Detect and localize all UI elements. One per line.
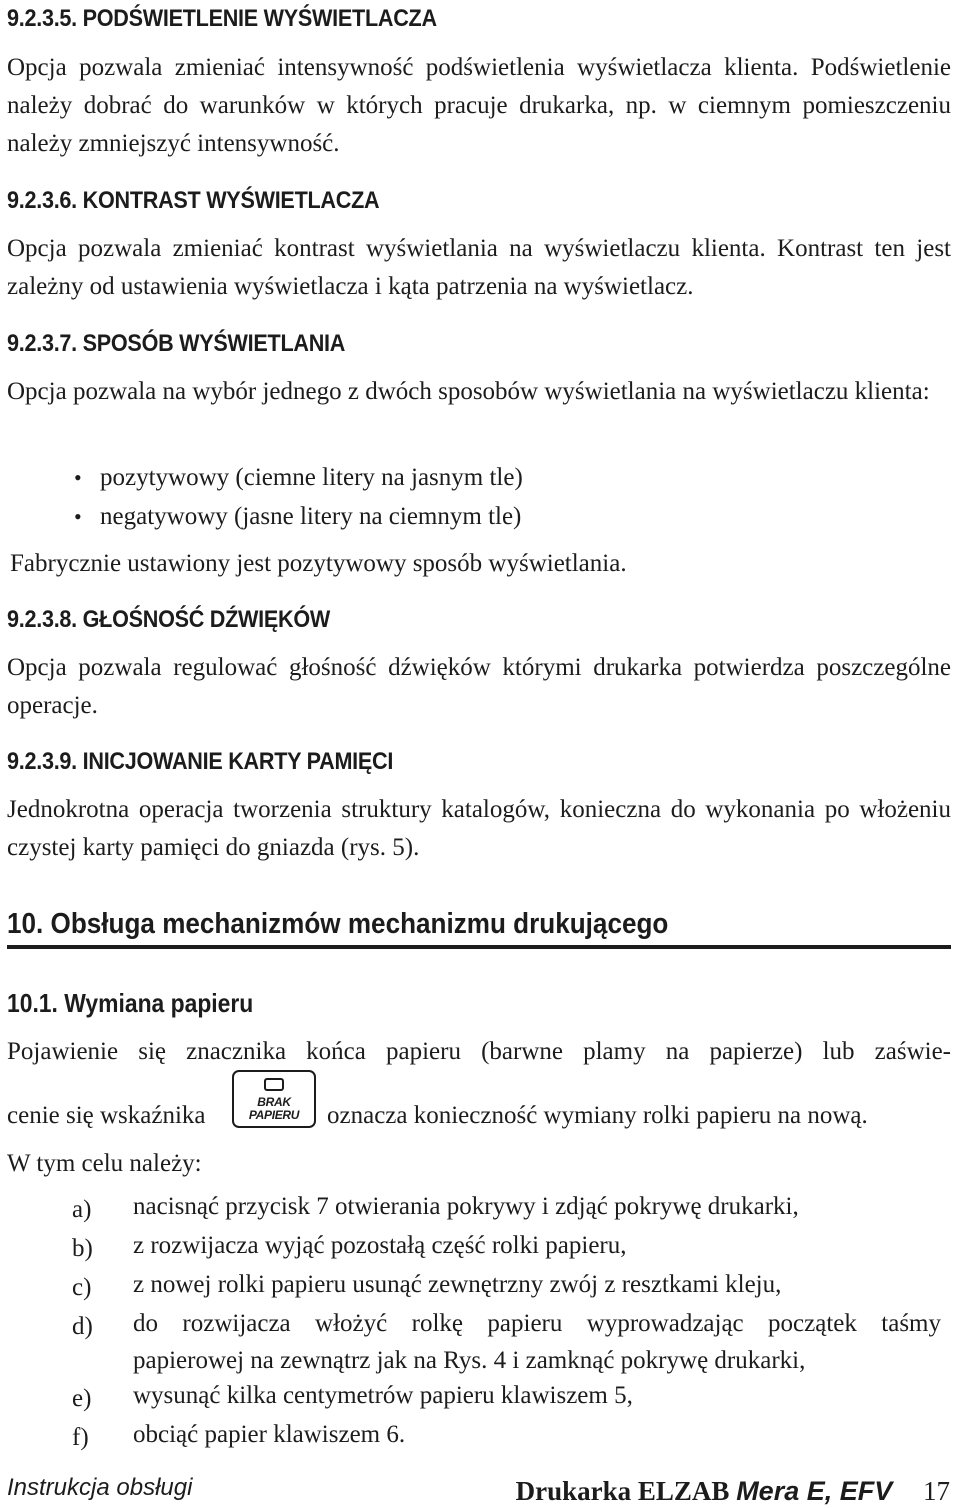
subchapter-heading: 10.1. Wymiana papieru [7,988,254,1018]
step-letter: c) [72,1274,92,1301]
step-letter: f) [72,1424,89,1451]
bullet-item: negatywowy (jasne litery na ciemnym tle) [100,503,522,530]
section-text-contrast: Opcja pozwala zmieniać kontrast wyświetlania na wyświetlaczu klienta. Kontrast ten jest zależny od ustawienia wyświetlacza i kąta patrzenia na wyświetlacz. [7,235,951,300]
step-text: nacisnąć przycisk 7 otwierania pokrywy i zdjąć pokrywę drukarki, [133,1193,799,1220]
paper-change-intro-line1: Pojawienie się znacznika końca papieru (barwne plamy na papierze) lub zaświe- [7,1038,951,1065]
paper-out-led-icon [264,1078,284,1091]
section-heading-backlight: 9.2.3.5. PODŚWIETLENIE WYŚWIETLACZA [7,5,437,32]
paper-change-intro-line3: W tym celu należy: [7,1150,202,1177]
step-letter: d) [72,1313,93,1340]
paper-change-intro-before-icon: cenie się wskaźnika [7,1102,206,1129]
section-heading-sound-volume: 9.2.3.8. GŁOŚNOŚĆ DŹWIĘKÓW [7,606,331,633]
indicator-label-line2: PAPIERU [248,1108,300,1122]
step-text: obciąć papier klawiszem 6. [133,1421,406,1448]
step-letter: e) [72,1385,92,1412]
step-letter: a) [72,1196,92,1223]
page-number: 17 [923,1476,950,1506]
chapter-heading: 10. Obsługa mechanizmów mechanizmu drukującego [7,908,669,940]
section-heading-contrast: 9.2.3.6. KONTRAST WYŚWIETLACZA [7,187,380,214]
footer-model: Mera E, EFV [736,1476,893,1506]
bullet-dot: • [74,465,82,490]
footer-brand: Drukarka ELZAB [515,1476,730,1506]
bullet-dot: • [74,504,82,529]
step-text-continued: papierowej na zewnątrz jak na Rys. 4 i zamknąć pokrywę drukarki, [133,1347,806,1374]
step-text: z nowej rolki papieru usunąć zewnętrzny zwój z resztkami kleju, [133,1271,782,1298]
step-text: z rozwijacza wyjąć pozostałą część rolki papieru, [133,1232,627,1259]
footer-manual-title: Instrukcja obsługi [7,1474,193,1501]
chapter-divider [7,945,951,949]
section-text-backlight: Opcja pozwala zmieniać intensywność podświetlenia wyświetlacza klienta. Podświetlenie należy dobrać do warunków w których pracuje drukarka, np. w ciemnym pomieszczeniu należy zmniejszyć intensywność. [7,54,951,157]
section-text-display-mode: Opcja pozwala na wybór jednego z dwóch sposobów wyświetlania na wyświetlaczu klienta: [7,378,930,405]
step-letter: b) [72,1235,93,1262]
step-text: do rozwijacza włożyć rolkę papieru wyprowadzając początek taśmy [133,1310,941,1337]
paper-change-intro-after-icon: oznacza konieczność wymiany rolki papieru na nową. [327,1102,868,1129]
section-heading-memory-card: 9.2.3.9. INICJOWANIE KARTY PAMIĘCI [7,748,394,775]
section-note-display-mode: Fabrycznie ustawiony jest pozytywowy sposób wyświetlania. [10,550,627,577]
step-text: wysunąć kilka centymetrów papieru klawiszem 5, [133,1382,633,1409]
bullet-item: pozytywowy (ciemne litery na jasnym tle) [100,464,523,491]
paper-out-indicator [232,1070,316,1128]
section-heading-display-mode: 9.2.3.7. SPOSÓB WYŚWIETLANIA [7,330,346,357]
footer-product [516,1475,950,1507]
section-text-memory-card: Jednokrotna operacja tworzenia struktury katalogów, konieczna do wykonania po włożeniu czystej karty pamięci do gniazda (rys. 5). [7,796,951,861]
section-text-sound-volume: Opcja pozwala regulować głośność dźwięków którymi drukarka potwierdza poszczególne operacje. [7,654,951,719]
indicator-label-line1: BRAK [257,1095,291,1109]
